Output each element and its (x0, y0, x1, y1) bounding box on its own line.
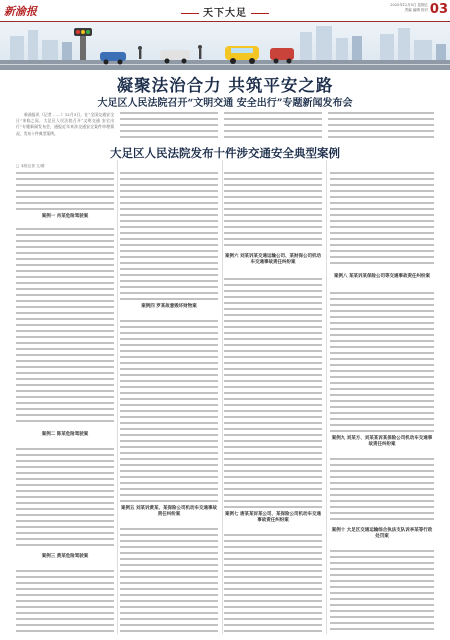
column-divider (117, 160, 118, 634)
lead-paragraph: 新渝报讯（记者 ……）12月3日，在“全国交通安全日”来临之际，大足区人民法院召开“文明交通 安全出行”专题新闻发布会，通报近年来涉交通安全案件审理情况，发布十件典型案例。 (16, 112, 114, 136)
case-heading: 案例五 刘某诉黄某、某保险公司机动车交通事故责任纠纷案 (120, 506, 218, 517)
case-heading: 案例二 陈某危险驾驶案 (41, 432, 89, 437)
body-text-block (16, 570, 114, 632)
body-text-block (224, 278, 322, 510)
body-text-block (330, 172, 434, 268)
body-text-block (330, 458, 434, 524)
body-text-block (120, 172, 218, 300)
case-heading: 案例一 肖某危险驾驶案 (41, 214, 89, 219)
section-title: 天下大足 (177, 4, 273, 19)
lead-column-2 (120, 112, 218, 142)
editor-info: 责编 编辑 校对 (404, 8, 428, 12)
sub-headline: 大足区人民法院召开“文明交通 安全出行”专题新闻发布会 (97, 98, 353, 109)
case-heading: 案例三 黄某危险驾驶案 (41, 554, 89, 559)
cases-section-title: 大足区人民法院发布十件涉交通安全典型案例 (110, 146, 340, 160)
body-text-block (16, 172, 114, 212)
case-heading: 案例十 大足区交通运输综合执法支队诉李某等行政处罚案 (331, 528, 433, 539)
body-text-block (224, 172, 322, 248)
main-headline: 凝聚法治合力 共筑平安之路 (116, 76, 334, 95)
lead-column-4 (328, 112, 434, 142)
byline: □ 本报记者 文/图 (16, 164, 45, 168)
issue-meta (390, 3, 428, 13)
lead-column-1 (16, 112, 114, 142)
body-text-block (330, 550, 434, 632)
column-divider (326, 160, 327, 634)
case-heading: 案例六 刘某诉某交通运输公司、某财保公司机动车交通事故责任纠纷案 (224, 254, 322, 265)
newspaper-logo: 新渝报 (4, 5, 37, 18)
column-divider (222, 160, 223, 634)
city-traffic-banner (0, 22, 450, 70)
body-text-block (330, 292, 434, 432)
case-heading: 案例八 某某诉某保险公司等交通事故责任纠纷案 (333, 274, 431, 279)
body-text-block (16, 228, 114, 426)
body-text-block (120, 320, 218, 502)
city-traffic-illustration (0, 22, 450, 70)
person-icon (198, 45, 202, 59)
case-heading: 案例七 唐某某诉某公司、某保险公司机动车交通事故责任纠纷案 (224, 512, 322, 523)
body-text-block (120, 528, 218, 632)
body-text-block (16, 448, 114, 548)
page-number: 03 (429, 2, 448, 17)
case-heading: 案例九 刘某方、刘某某诉某保险公司机动车交通事故责任纠纷案 (331, 436, 433, 447)
person-icon (138, 46, 142, 59)
masthead (0, 0, 450, 22)
traffic-light-pole-icon (80, 34, 86, 62)
case-heading: 案例四 罗某故意毁坏财物案 (141, 304, 197, 309)
issue-date: 2025年12月5日 星期五 (390, 3, 428, 7)
lead-column-3 (224, 112, 322, 142)
body-text-block (224, 534, 322, 632)
